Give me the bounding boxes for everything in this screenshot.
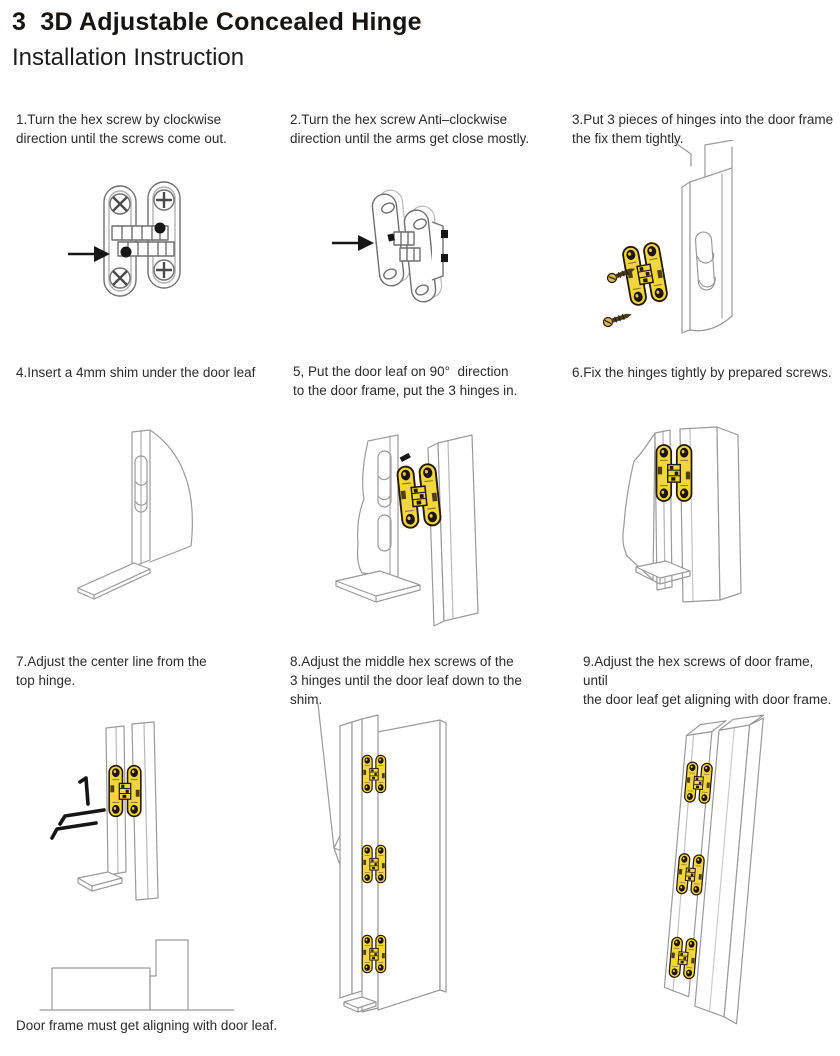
step-6-illustration-hinge-fixed-icon [590,415,770,630]
arrow-icon [332,235,374,251]
step-1-text: 1.Turn the hex screw by clockwise direction until the screws come out. [16,112,227,146]
step-2-text: 2.Turn the hex screw Anti–clockwise direction until the arms get close mostly. [290,112,530,146]
step-5-text: 5, Put the door leaf on 90° direction to the door frame, put the 3 hinges in. [293,364,518,398]
step-9-text: 9.Adjust the hex screws of door frame, until the door leaf get aligning with door frame. [583,654,832,707]
step-3-illustration-hinge-into-frame-icon [590,140,770,350]
step-7-alignment-diagram [22,920,246,1016]
hinge-perspective-view [371,189,448,303]
step-3-text: 3.Put 3 pieces of hinges into the door frame the fix them tightly. [572,112,834,146]
door-frame-post [682,140,733,333]
step-7-illustration-allen-keys-icon [40,720,220,920]
door-frame-profile [150,940,188,1010]
step-7-text: 7.Adjust the center line from the top hinge. [16,654,207,688]
door-frame-post [428,435,478,626]
step-6-text: 6.Fix the hinges tightly by prepared screws. [572,365,832,380]
gold-hinge-icon [397,463,442,528]
page-subtitle: Installation Instruction [12,44,245,71]
step-8-text: 8.Adjust the middle hex screws of the 3 hinges until the door leaf down to the shim. [290,654,522,707]
step-4-illustration-leaf-on-shim-icon [60,420,240,625]
gold-hinge-icon [622,242,668,306]
callout-line [674,142,691,166]
hex-screw-dot [441,230,448,238]
door-leaf-torn-outline [623,433,655,580]
hex-screw-dot [441,254,448,262]
gold-hinge-icon [657,445,692,501]
hex-screw-dot [121,247,132,258]
hex-screw-dot [155,223,166,234]
shim-plate [78,563,150,599]
door-swing-arc [150,430,192,546]
step-9-illustration-aligned-door-icon [610,688,810,1033]
step-2-illustration-hinge-perspective-icon [330,170,490,310]
footer-note: Door frame must get aligning with door leaf. [16,1018,278,1033]
screw-icon [602,310,633,328]
aligned-assembly [662,709,764,1024]
step-5-illustration-leaf-90deg-icon [320,415,500,630]
door-leaf-profile [52,968,150,1010]
door-frame-assembly [340,715,446,1012]
step-8-illustration-three-hinges-icon [300,700,500,1025]
hex-screw-stub [400,453,411,462]
allen-key-icon [52,778,104,838]
step-4-text: 4.Insert a 4mm shim under the door leaf [16,365,256,380]
shim-plate [336,571,420,602]
shim-plate [78,872,122,891]
hinge-front-view [104,182,180,296]
door-leaf-edge [132,430,192,567]
page-title: 3 3D Adjustable Concealed Hinge [12,8,422,36]
step-1-illustration-hinge-front-icon [60,160,220,310]
door-leaf [358,435,399,577]
